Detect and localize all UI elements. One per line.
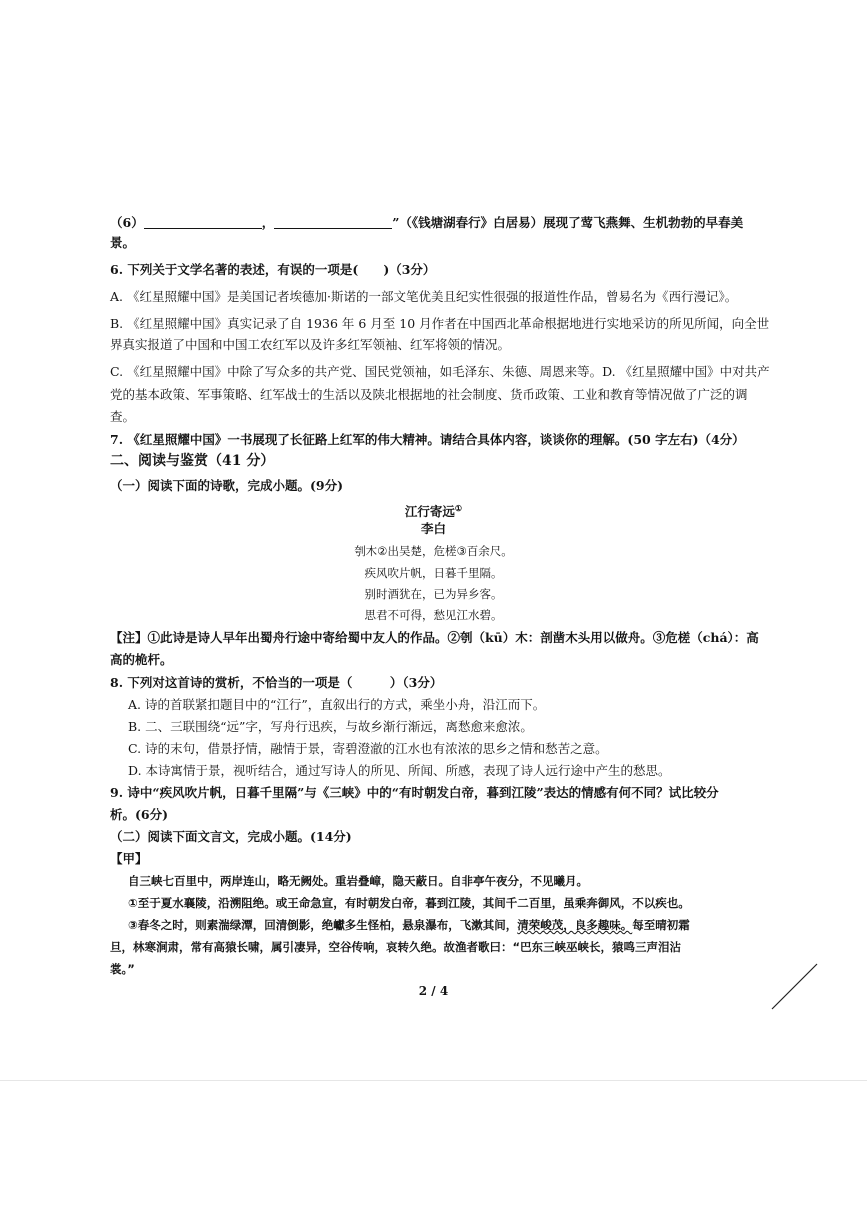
q8-option-b: B. 二、三联围绕“远”字，写舟行迅疾，与故乡渐行渐远，离愁愈来愈浓。 [128,719,533,734]
passage-para-3-a: ③春冬之时，则素湍绿潭，回清倒影，绝巘多生怪柏，悬泉瀑布，飞漱其间， [128,918,518,932]
q8-option-a: A. 诗的首联紧扣题目中的“江行”，直叙出行的方式，乘坐小舟，沿江而下。 [128,697,546,712]
poem-line-1: 刳木②出吴楚，危槎③百余尺。 [354,544,513,558]
q6-fill-prefix: （6） [110,215,144,230]
page-number: 2 / 4 [418,984,449,998]
passage-para-2: ①至于夏水襄陵，沿溯阻绝。或王命急宣，有时朝发白帝，暮到江陵，其间千二百里，虽乘奔御风，不以疾也。 [128,896,690,910]
poem-line-2: 疾风吹片帆，日暮千里隔。 [364,566,503,580]
passage-underlined-phrase: 清荣峻茂，良多趣味。 [517,918,633,932]
q6-option-b-line1: B. 《红星照耀中国》真实记录了自 1936 年 6 月至 10 月作者在中国西北革命根据地进行实地采访的所见所闻，向全世 [110,316,770,331]
scan-divider [0,1080,867,1081]
q6-option-c-line2: 党的基本政策、军事策略、红军战士的生活以及陕北根据地的社会制度、货币政策、工业和教育等情况做了广泛的调 [110,387,748,402]
pen-stroke-mark [768,962,820,1012]
part2-heading: （二）阅读下面文言文，完成小题。(14分) [110,829,352,844]
q9-line-2: 析。(6分) [110,807,169,822]
passage-para-3 [128,917,690,933]
q8-stem: 8. 下列对这首诗的赏析，不恰当的一项是（ ）（3分） [110,675,443,690]
passage-para-1: 自三峡七百里中，两岸连山，略无阙处。重岩叠嶂，隐天蔽日。自非亭午夜分，不见曦月。 [128,874,588,888]
note-line-1: 【注】①此诗是诗人早年出蜀舟行途中寄给蜀中友人的作品。②刳（kū）木：剖凿木头用以做舟。③危槎（chá）：高 [110,630,759,645]
passage-label-jia: 【甲】 [110,851,148,866]
q6-stem: 6. 下列关于文学名著的表述，有误的一项是( )（3分） [110,262,436,277]
q6-option-a: A. 《红星照耀中国》是美国记者埃德加·斯诺的一部文笔优美且纪实性很强的报道性作品，曾易名为《西行漫记》。 [110,289,738,304]
q9-line-1: 9. 诗中“疾风吹片帆，日暮千里隔”与《三峡》中的“有时朝发白帝，暮到江陵”表达的情感有何不同？试比较分 [110,785,719,800]
passage-para-3-c: 每至晴初霜 [632,918,690,932]
q6-option-c-line1: C. 《红星照耀中国》中除了写众多的共产党、国民党领袖，如毛泽东、朱德、周恩来等。D. 《红星照耀中国》中对共产 [110,364,770,379]
q6-option-c-line3: 查。 [110,409,136,424]
answer-blank-2[interactable] [274,216,392,229]
passage-para-5: 裳。” [110,962,135,976]
poem-title-note: ① [454,503,463,513]
poem-line-4: 思君不可得，愁见江水碧。 [364,608,503,622]
section-heading: 二、阅读与鉴赏（41 分） [110,453,275,469]
poem-author: 李白 [420,521,446,536]
passage-para-4: 旦，林寒涧肃，常有高猿长啸，属引凄异，空谷传响，哀转久绝。故渔者歌曰：“巴东三峡巫峡长，猿鸣三声泪沾 [110,940,682,954]
note-line-2: 高的桅杆。 [110,652,173,667]
poem-title [0,500,867,520]
poem-title-text: 江行寄远 [404,504,455,520]
part1-heading: （一）阅读下面的诗歌，完成小题。(9分) [110,478,344,493]
q8-option-c: C. 诗的末句，借景抒情，融情于景，寄碧澄澈的江水也有浓浓的思乡之情和愁苦之意。 [128,741,608,756]
q6-fill-line [110,215,743,231]
q6-option-b-line2: 界真实报道了中国和中国工农红军以及许多红军领袖、红军将领的情况。 [110,337,511,352]
poem-line-3: 别时酒犹在，已为异乡客。 [364,587,503,601]
q6-fill-sep: ， [261,215,275,230]
q8-option-d: D. 本诗寓情于景，视听结合，通过写诗人的所见、所闻、所感，表现了诗人远行途中产生的愁思。 [128,763,671,778]
q6-fill-suffix: ”（《钱塘湖春行》白居易）展现了莺飞燕舞、生机勃勃的早春美 [392,215,744,230]
q7-stem: 7. 《红星照耀中国》一书展现了长征路上红军的伟大精神。请结合具体内容，谈谈你的理解。(50 字左右)（4分） [110,432,745,447]
q6-fill-cont: 景。 [110,235,136,250]
answer-blank-1[interactable] [144,216,262,229]
